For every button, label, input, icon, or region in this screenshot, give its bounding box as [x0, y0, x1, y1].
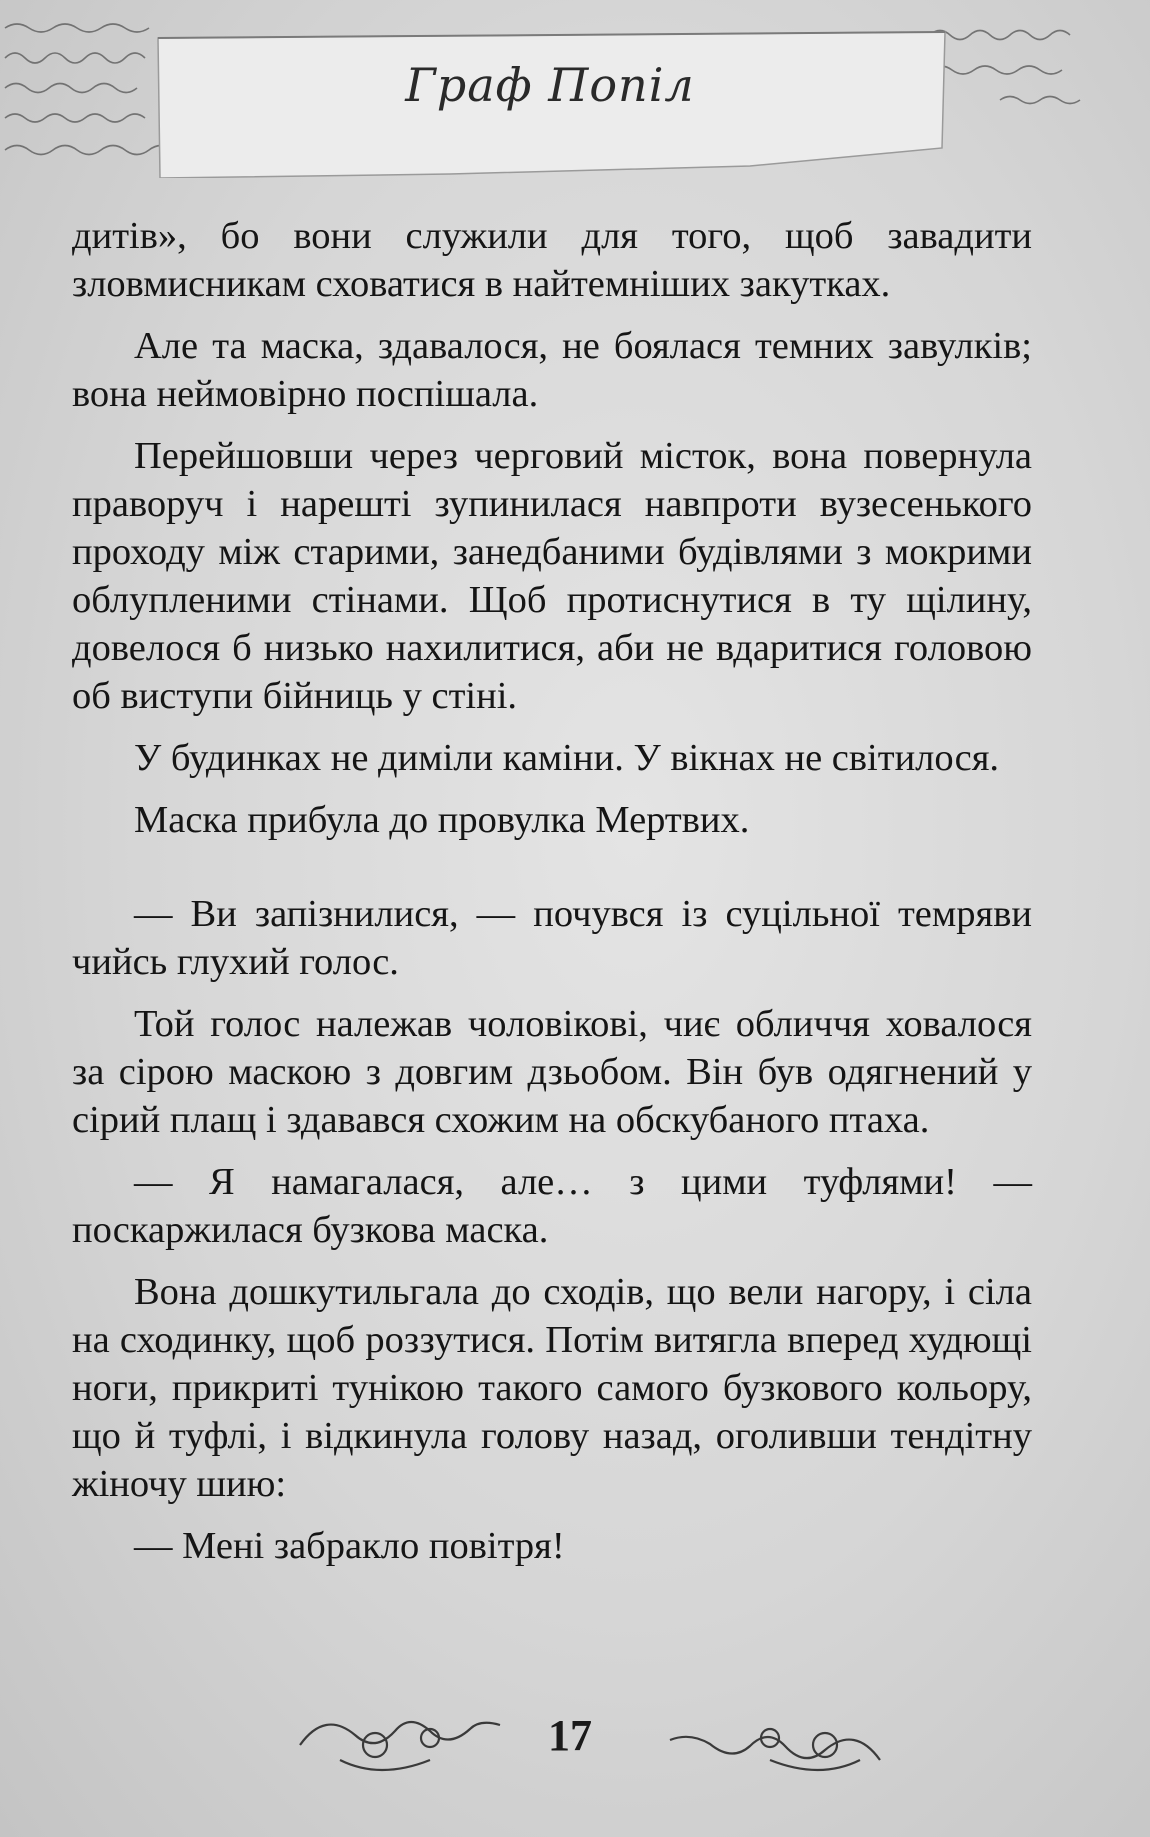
paragraph: Вона дошкутильгала до сходів, що вели нагору, і сіла на сходинку, щоб роззутися. Потім витягла вперед худющі ноги, прикриті тунікою такого самого бузкового кольору, що й туфлі, і відкинула голову назад, оголивши тендітну жіночу шию: — [72, 1271, 1032, 1505]
paragraph: дитів», бо вони служили для того, щоб завадити зловмисникам сховатися в найтемніших закутках. — [72, 215, 1032, 305]
paragraph: Але та маска, здавалося, не боялася темних завулків; вона неймовірно поспішала. — [72, 325, 1032, 415]
paragraph: Той голос належав чоловікові, чиє обличчя ховалося за сірою маскою з довгим дзьобом. Він був одягнений у сірий плащ і здавався схожим на обскубаного птаха. — [72, 1003, 1032, 1141]
paragraph: — Мені забракло повітря! — [134, 1525, 565, 1567]
paragraph: — Я намагалася, але… з цими туфлями! — поскаржилася бузкова маска. — [72, 1161, 1032, 1251]
paragraph: Перейшовши через черговий місток, вона повернула праворуч і нарешті зупинилася навпроти вузесенького проходу між старими, занедбаними будівлями з мокрими облупленими стінами. Щоб протиснутися в ту щілину, довелося б низько нахилитися, аби не вдаритися головою об виступи бійниць у стіні. — [72, 435, 1032, 717]
page-number: 17 — [548, 1711, 592, 1760]
body-text — [72, 212, 1032, 1570]
paragraph: Маска прибула до провулка Мертвих. — [134, 799, 750, 841]
paragraph: У будинках не диміли каміни. У вікнах не світилося. — [134, 737, 1000, 779]
running-head-title: Граф Попіл — [405, 58, 695, 112]
paragraph: — Ви запізнилися, — почувся із суцільної темряви чийсь глухий голос. — [72, 893, 1032, 983]
